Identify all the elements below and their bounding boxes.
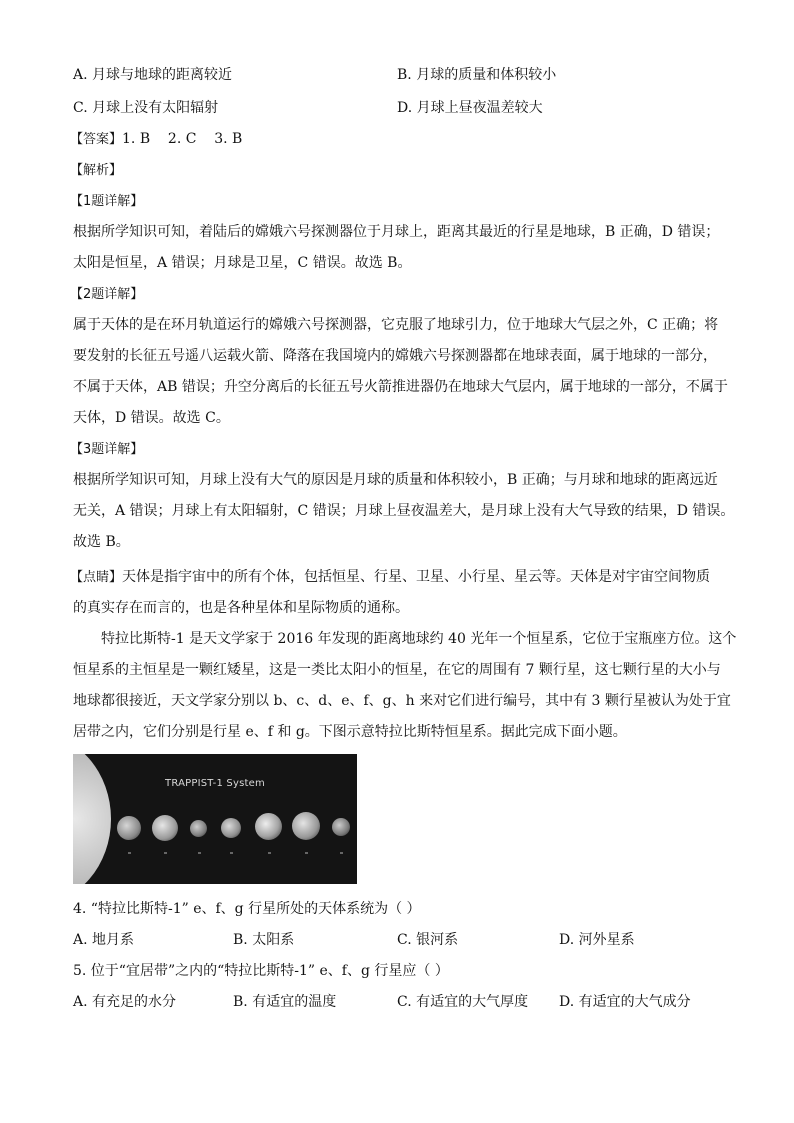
planet-g xyxy=(292,812,320,840)
figure-title: TRAPPIST-1 System xyxy=(165,778,265,789)
answer-row xyxy=(70,129,242,150)
q5-option-d: D. 有适宜的大气成分 xyxy=(559,994,691,1010)
planet-e xyxy=(221,818,241,838)
host-star xyxy=(73,754,111,884)
q5-stem: 5. 位于“宜居带”之内的“特拉比斯特-1” e、f、g 行星应（ ） xyxy=(73,963,449,979)
q2-line-2: 要发射的长征五号遥八运载火箭、降落在我国境内的嫦娥六号探测器都在地球表面，属于地球的一部分， xyxy=(73,348,717,364)
q3-option-b: B. 月球的质量和体积较小 xyxy=(397,67,557,83)
answer-text: 1. B 2. C 3. B xyxy=(122,131,243,147)
q5-option-c: C. 有适宜的大气厚度 xyxy=(397,994,529,1010)
q4-stem: 4. “特拉比斯特-1” e、f、g 行星所处的天体系统为（ ） xyxy=(73,901,421,917)
q3-line-2: 无关，A 错误；月球上有太阳辐射，C 错误；月球上昼夜温差大，是月球上没有大气导致的结果，D 错误。 xyxy=(73,503,735,519)
passage-line-3: 地球都很接近，天文学家分别以 b、c、d、e、f、g、h 来对它们进行编号，其中有 3 颗行星被认为处于宜 xyxy=(73,693,731,709)
passage-line-4: 居带之内，它们分别是行星 e、f 和 g。下图示意特拉比斯特恒星系。据此完成下面小题。 xyxy=(73,724,627,740)
q5-option-b: B. 有适宜的温度 xyxy=(233,994,337,1010)
tip-line-1: 【点睛】天体是指宇宙中的所有个体，包括恒星、行星、卫星、小行星、星云等。天体是对宇宙空间物质 xyxy=(70,569,711,585)
planet-marker xyxy=(340,852,343,854)
passage-line-2: 恒星系的主恒星是一颗红矮星，这是一类比太阳小的恒星，在它的周围有 7 颗行星，这七颗行星的大小与 xyxy=(73,662,721,678)
planet-h xyxy=(332,818,350,836)
tip-line-2: 的真实存在而言的，也是各种星体和星际物质的通称。 xyxy=(73,600,409,616)
planet-b xyxy=(117,816,141,840)
q1-label: 【1题详解】 xyxy=(70,194,144,209)
q2-line-3: 不属于天体，AB 错误；升空分离后的长征五号火箭推进器仍在地球大气层内，属于地球的一部分，不属于 xyxy=(73,379,728,395)
q3-line-3: 故选 B。 xyxy=(73,534,130,550)
q2-label: 【2题详解】 xyxy=(70,287,144,302)
q4-option-d: D. 河外星系 xyxy=(559,932,635,948)
planet-marker xyxy=(128,852,131,854)
tip-label: 【点睛】 xyxy=(70,570,123,585)
q3-option-a: A. 月球与地球的距离较近 xyxy=(73,67,233,83)
planet-marker xyxy=(164,852,167,854)
q3-option-d: D. 月球上昼夜温差较大 xyxy=(397,100,543,116)
q1-line-1: 根据所学知识可知，着陆后的嫦娥六号探测器位于月球上，距离其最近的行星是地球，B 正确，D 错误； xyxy=(73,224,720,240)
q3-line-1: 根据所学知识可知，月球上没有大气的原因是月球的质量和体积较小，B 正确；与月球和地球的距离远近 xyxy=(73,472,718,488)
q4-option-c: C. 银河系 xyxy=(397,932,459,948)
q1-line-2: 太阳是恒星，A 错误；月球是卫星，C 错误。故选 B。 xyxy=(73,255,412,271)
q5-option-a: A. 有充足的水分 xyxy=(73,994,177,1010)
q2-line-1: 属于天体的是在环月轨道运行的嫦娥六号探测器，它克服了地球引力，位于地球大气层之外，C 正确；将 xyxy=(73,317,719,333)
answer-label: 【答案】 xyxy=(70,132,123,147)
q4-option-a: A. 地月系 xyxy=(73,932,135,948)
planet-c xyxy=(152,815,178,841)
passage-line-1: 特拉比斯特-1 是天文学家于 2016 年发现的距离地球约 40 光年一个恒星系，它位于宝瓶座方位。这个 xyxy=(101,631,737,647)
planet-marker xyxy=(230,852,233,854)
q3-label: 【3题详解】 xyxy=(70,442,144,457)
analysis-label: 【解析】 xyxy=(70,163,123,178)
planet-marker xyxy=(305,852,308,854)
q3-option-c: C. 月球上没有太阳辐射 xyxy=(73,100,219,116)
q4-option-b: B. 太阳系 xyxy=(233,932,295,948)
planet-d xyxy=(190,820,207,837)
trappist-figure xyxy=(73,754,357,884)
q2-line-4: 天体，D 错误。故选 C。 xyxy=(73,410,230,426)
planet-marker xyxy=(198,852,201,854)
planet-marker xyxy=(268,852,271,854)
planet-f xyxy=(255,813,282,840)
